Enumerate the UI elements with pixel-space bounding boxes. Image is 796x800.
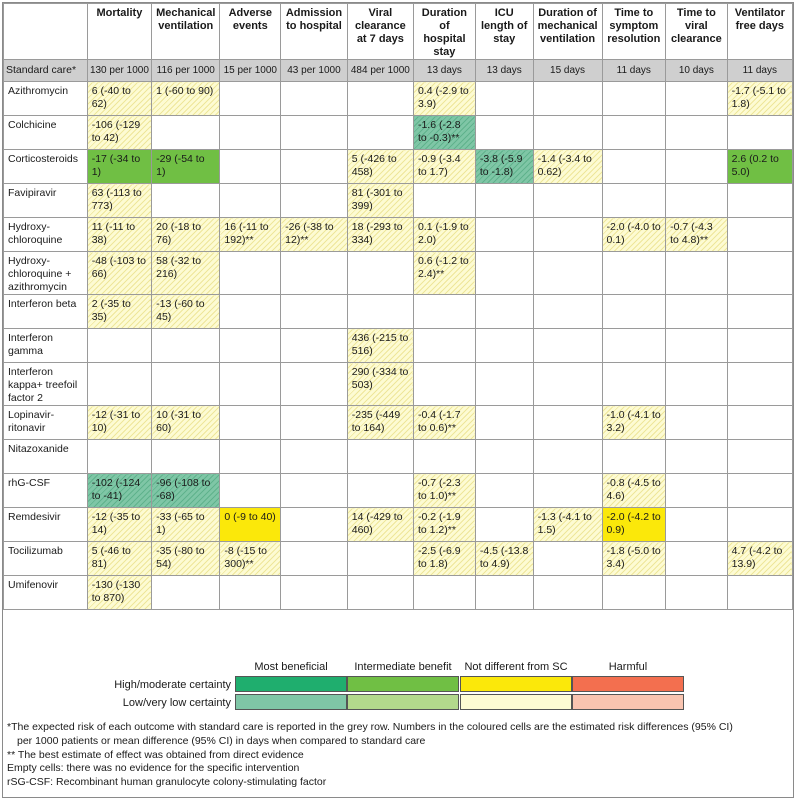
intervention-label: Favipiravir <box>4 184 88 218</box>
effect-cell: -235 (-449 to 164) <box>347 406 413 440</box>
column-header: Duration of mechanical ventilation <box>533 4 602 60</box>
effect-cell <box>220 406 281 440</box>
effect-cell <box>602 295 666 329</box>
effect-cell: 5 (-46 to 81) <box>87 542 151 576</box>
effect-cell <box>666 116 728 150</box>
footnote-empty-cells: Empty cells: there was no evidence for the specific intervention <box>7 762 300 775</box>
effect-cell <box>533 116 602 150</box>
legend-cat-harmful: Harmful <box>608 661 648 673</box>
effect-cell <box>281 329 348 363</box>
effect-cell <box>220 295 281 329</box>
effect-cell <box>220 150 281 184</box>
effect-cell <box>152 329 220 363</box>
effect-cell <box>533 295 602 329</box>
effect-cell <box>602 576 666 610</box>
table-row <box>4 252 793 295</box>
effect-cell: 0 (-9 to 40) <box>220 508 281 542</box>
effect-cell <box>475 82 533 116</box>
effect-cell <box>727 406 792 440</box>
intervention-label: Interferon gamma <box>4 329 88 363</box>
effect-cell <box>475 329 533 363</box>
effect-cell <box>727 252 792 295</box>
effect-cell <box>281 82 348 116</box>
table-row <box>4 329 793 363</box>
effect-cell <box>602 116 666 150</box>
legend <box>3 643 793 719</box>
table-row <box>4 406 793 440</box>
standard-care-value: 130 per 1000 <box>87 60 151 82</box>
column-header: Viral clearance at 7 days <box>347 4 413 60</box>
column-header: Time to viral clearance <box>666 4 728 60</box>
effect-cell <box>152 116 220 150</box>
effect-cell: -1.8 (-5.0 to 3.4) <box>602 542 666 576</box>
effect-cell <box>666 363 728 406</box>
effect-cell <box>281 184 348 218</box>
effect-cell: -1.4 (-3.4 to 0.62) <box>533 150 602 184</box>
effect-cell: -12 (-35 to 14) <box>87 508 151 542</box>
effect-cell: -13 (-60 to 45) <box>152 295 220 329</box>
effect-cell <box>220 116 281 150</box>
intervention-label: Azithromycin <box>4 82 88 116</box>
column-header: Mechanical ventilation <box>152 4 220 60</box>
standard-care-value: 13 days <box>475 60 533 82</box>
effect-cell <box>413 576 475 610</box>
effect-cell: 6 (-40 to 62) <box>87 82 151 116</box>
effect-cell <box>533 542 602 576</box>
effect-cell: -102 (-124 to -41) <box>87 474 151 508</box>
effect-cell: 0.6 (-1.2 to 2.4)** <box>413 252 475 295</box>
effect-cell <box>602 329 666 363</box>
effect-cell <box>347 440 413 474</box>
effect-cell <box>347 252 413 295</box>
effect-cell <box>533 576 602 610</box>
footnote-standard-care: *The expected risk of each outcome with standard care is reported in the grey row. Numbers in the coloured cells are the estimated risk differences (95% CI) <box>7 721 733 733</box>
effect-cell <box>533 82 602 116</box>
effect-cell <box>666 406 728 440</box>
effect-cell: -1.0 (-4.1 to 3.2) <box>602 406 666 440</box>
effect-cell <box>666 474 728 508</box>
results-table <box>3 3 793 610</box>
effect-cell: -2.0 (-4.2 to 0.9) <box>602 508 666 542</box>
effect-cell <box>602 82 666 116</box>
effect-cell <box>152 184 220 218</box>
footnotes <box>3 721 793 790</box>
effect-cell <box>475 295 533 329</box>
effect-cell <box>220 82 281 116</box>
header-corner <box>4 4 88 60</box>
effect-cell: 0.4 (-2.9 to 3.9) <box>413 82 475 116</box>
effect-cell <box>475 576 533 610</box>
intervention-label: Hydroxy-chloroquine <box>4 218 88 252</box>
standard-care-label: Standard care* <box>4 60 88 82</box>
effect-cell: -17 (-34 to 1) <box>87 150 151 184</box>
effect-cell <box>475 252 533 295</box>
effect-cell: -8 (-15 to 300)** <box>220 542 281 576</box>
legend-swatch-low-most-beneficial <box>235 694 347 710</box>
effect-cell: -0.2 (-1.9 to 1.2)** <box>413 508 475 542</box>
effect-cell <box>152 440 220 474</box>
legend-cat-intermediate: Intermediate benefit <box>354 661 452 673</box>
effect-cell <box>533 406 602 440</box>
intervention-label: Interferon kappa+ treefoil factor 2 <box>4 363 88 406</box>
effect-cell <box>281 295 348 329</box>
effect-cell <box>602 252 666 295</box>
legend-high-certainty-label: High/moderate certainty <box>114 679 231 691</box>
effect-cell <box>533 474 602 508</box>
effect-cell <box>281 406 348 440</box>
footnote-abbreviation: rSG-CSF: Recombinant human granulocyte colony-stimulating factor <box>7 776 327 789</box>
effect-cell: 18 (-293 to 334) <box>347 218 413 252</box>
effect-cell <box>281 363 348 406</box>
table-row <box>4 82 793 116</box>
effect-cell <box>220 329 281 363</box>
effect-cell: -0.8 (-4.5 to 4.6) <box>602 474 666 508</box>
effect-cell: -4.5 (-13.8 to 4.9) <box>475 542 533 576</box>
effect-cell <box>413 440 475 474</box>
effect-cell <box>475 218 533 252</box>
effect-cell <box>727 474 792 508</box>
effect-cell: -12 (-31 to 10) <box>87 406 151 440</box>
standard-care-value: 15 per 1000 <box>220 60 281 82</box>
effect-cell <box>87 440 151 474</box>
effect-cell <box>281 440 348 474</box>
effect-cell <box>666 150 728 184</box>
column-header: Duration of hospital stay <box>413 4 475 60</box>
effect-cell <box>533 252 602 295</box>
intervention-label: Lopinavir-ritonavir <box>4 406 88 440</box>
effect-cell: -0.7 (-4.3 to 4.8)** <box>666 218 728 252</box>
effect-cell: 290 (-334 to 503) <box>347 363 413 406</box>
column-header: Adverse events <box>220 4 281 60</box>
effect-cell <box>281 116 348 150</box>
effect-cell <box>347 82 413 116</box>
effect-cell <box>152 363 220 406</box>
effect-cell: -48 (-103 to 66) <box>87 252 151 295</box>
effect-cell: -0.7 (-2.3 to 1.0)** <box>413 474 475 508</box>
effect-cell <box>533 329 602 363</box>
effect-cell <box>727 218 792 252</box>
effect-cell <box>281 252 348 295</box>
effect-cell <box>533 218 602 252</box>
effect-cell <box>666 576 728 610</box>
effect-cell: -106 (-129 to 42) <box>87 116 151 150</box>
effect-cell <box>666 508 728 542</box>
effect-cell <box>475 474 533 508</box>
intervention-label: Corticosteroids <box>4 150 88 184</box>
intervention-label: Tocilizumab <box>4 542 88 576</box>
effect-cell <box>666 329 728 363</box>
effect-cell: -0.4 (-1.7 to 0.6)** <box>413 406 475 440</box>
effect-cell: 58 (-32 to 216) <box>152 252 220 295</box>
effect-cell: -3.8 (-5.9 to -1.8) <box>475 150 533 184</box>
effect-cell <box>220 252 281 295</box>
effect-cell <box>413 363 475 406</box>
effect-cell <box>347 576 413 610</box>
effect-cell <box>727 440 792 474</box>
effect-cell <box>475 184 533 218</box>
table-row <box>4 295 793 329</box>
effect-cell: -29 (-54 to 1) <box>152 150 220 184</box>
effect-cell <box>666 184 728 218</box>
legend-swatch-high-most-beneficial <box>235 676 347 692</box>
effect-cell <box>413 184 475 218</box>
effect-cell <box>533 363 602 406</box>
effect-cell <box>666 440 728 474</box>
standard-care-value: 484 per 1000 <box>347 60 413 82</box>
effect-cell <box>220 474 281 508</box>
column-header: Time to symptom resolution <box>602 4 666 60</box>
effect-cell <box>220 363 281 406</box>
table-row <box>4 218 793 252</box>
effect-cell <box>602 363 666 406</box>
intervention-label: Colchicine <box>4 116 88 150</box>
legend-swatch-high-not-different <box>460 676 572 692</box>
effect-cell <box>347 542 413 576</box>
effect-cell <box>727 295 792 329</box>
effect-cell <box>347 295 413 329</box>
effect-cell <box>727 508 792 542</box>
effect-cell <box>413 329 475 363</box>
column-header: Ventilator free days <box>727 4 792 60</box>
effect-cell <box>220 576 281 610</box>
footnote-standard-care-cont: per 1000 patients or mean difference (95% CI) in days when compared to standard care <box>17 734 426 747</box>
table-row <box>4 150 793 184</box>
effect-cell: -0.9 (-3.4 to 1.7) <box>413 150 475 184</box>
effect-cell <box>281 542 348 576</box>
column-header: Mortality <box>87 4 151 60</box>
effect-cell <box>281 150 348 184</box>
effect-cell <box>475 508 533 542</box>
effect-cell <box>602 184 666 218</box>
effect-cell: -1.7 (-5.1 to 1.8) <box>727 82 792 116</box>
effect-cell <box>475 116 533 150</box>
standard-care-value: 13 days <box>413 60 475 82</box>
standard-care-value: 11 days <box>602 60 666 82</box>
table-row <box>4 116 793 150</box>
effect-cell: -33 (-65 to 1) <box>152 508 220 542</box>
effect-cell <box>347 474 413 508</box>
intervention-label: Nitazoxanide <box>4 440 88 474</box>
legend-swatch-low-intermediate <box>347 694 459 710</box>
effect-cell: -2.5 (-6.9 to 1.8) <box>413 542 475 576</box>
effect-cell <box>533 440 602 474</box>
effect-cell <box>281 576 348 610</box>
effect-cell: 16 (-11 to 192)** <box>220 218 281 252</box>
effect-cell <box>152 576 220 610</box>
table-row <box>4 508 793 542</box>
legend-swatch-high-harmful <box>572 676 684 692</box>
effect-cell: -96 (-108 to -68) <box>152 474 220 508</box>
effect-cell <box>727 184 792 218</box>
standard-care-value: 43 per 1000 <box>281 60 348 82</box>
table-row <box>4 542 793 576</box>
effect-cell <box>533 184 602 218</box>
effect-cell <box>281 474 348 508</box>
effect-cell <box>727 363 792 406</box>
effect-cell <box>666 252 728 295</box>
effect-cell: 2 (-35 to 35) <box>87 295 151 329</box>
effect-cell: 2.6 (0.2 to 5.0) <box>727 150 792 184</box>
effect-cell: 5 (-426 to 458) <box>347 150 413 184</box>
effect-cell <box>347 116 413 150</box>
intervention-label: Umifenovir <box>4 576 88 610</box>
evidence-table-figure <box>2 2 794 798</box>
effect-cell: -35 (-80 to 54) <box>152 542 220 576</box>
column-header: Admission to hospital <box>281 4 348 60</box>
effect-cell: 436 (-215 to 516) <box>347 329 413 363</box>
effect-cell <box>281 508 348 542</box>
standard-care-row <box>4 60 793 82</box>
legend-cat-not-different: Not different from SC <box>464 661 568 673</box>
standard-care-value: 15 days <box>533 60 602 82</box>
effect-cell <box>602 440 666 474</box>
legend-cat-most-beneficial: Most beneficial <box>254 661 328 673</box>
header-row <box>4 4 793 60</box>
legend-swatch-high-intermediate <box>347 676 459 692</box>
effect-cell <box>413 295 475 329</box>
footnote-direct-evidence: ** The best estimate of effect was obtained from direct evidence <box>7 748 304 761</box>
column-header: ICU length of stay <box>475 4 533 60</box>
standard-care-value: 11 days <box>727 60 792 82</box>
effect-cell: 14 (-429 to 460) <box>347 508 413 542</box>
effect-cell <box>666 82 728 116</box>
effect-cell: -130 (-130 to 870) <box>87 576 151 610</box>
effect-cell <box>87 363 151 406</box>
effect-cell <box>602 150 666 184</box>
table-row <box>4 474 793 508</box>
standard-care-value: 10 days <box>666 60 728 82</box>
effect-cell: 0.1 (-1.9 to 2.0) <box>413 218 475 252</box>
effect-cell <box>475 363 533 406</box>
effect-cell <box>475 406 533 440</box>
effect-cell: 4.7 (-4.2 to 13.9) <box>727 542 792 576</box>
legend-swatch-low-not-different <box>460 694 572 710</box>
effect-cell: -26 (-38 to 12)** <box>281 218 348 252</box>
intervention-label: Hydroxy-chloroquine + azithromycin <box>4 252 88 295</box>
table-row <box>4 440 793 474</box>
effect-cell <box>727 116 792 150</box>
effect-cell: -1.3 (-4.1 to 1.5) <box>533 508 602 542</box>
effect-cell <box>666 542 728 576</box>
effect-cell: 81 (-301 to 399) <box>347 184 413 218</box>
effect-cell: 10 (-31 to 60) <box>152 406 220 440</box>
effect-cell: -1.6 (-2.8 to -0.3)** <box>413 116 475 150</box>
effect-cell: 1 (-60 to 90) <box>152 82 220 116</box>
standard-care-value: 116 per 1000 <box>152 60 220 82</box>
intervention-label: Remdesivir <box>4 508 88 542</box>
effect-cell <box>727 576 792 610</box>
legend-swatch-low-harmful <box>572 694 684 710</box>
effect-cell <box>87 329 151 363</box>
effect-cell <box>666 295 728 329</box>
effect-cell: 11 (-11 to 38) <box>87 218 151 252</box>
effect-cell <box>220 440 281 474</box>
effect-cell: -2.0 (-4.0 to 0.1) <box>602 218 666 252</box>
intervention-label: Interferon beta <box>4 295 88 329</box>
table-row <box>4 184 793 218</box>
effect-cell <box>475 440 533 474</box>
intervention-label: rhG-CSF <box>4 474 88 508</box>
legend-low-certainty-label: Low/very low certainty <box>122 697 231 709</box>
table-row <box>4 363 793 406</box>
effect-cell <box>727 329 792 363</box>
effect-cell: 63 (-113 to 773) <box>87 184 151 218</box>
table-row <box>4 576 793 610</box>
effect-cell: 20 (-18 to 76) <box>152 218 220 252</box>
effect-cell <box>220 184 281 218</box>
